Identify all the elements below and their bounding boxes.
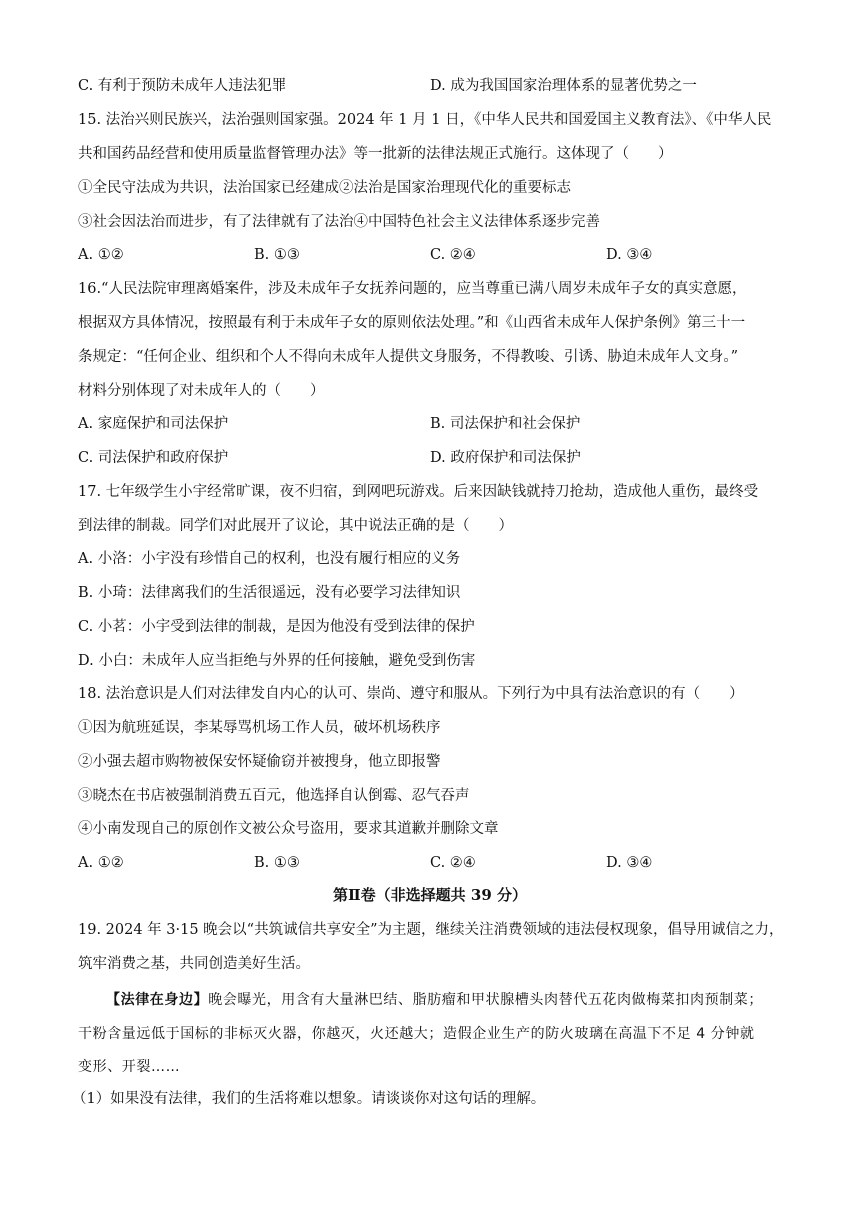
q18-option-a: A. ①②: [78, 855, 124, 871]
q18-option-d: D. ③④: [606, 855, 653, 871]
q15-stem-line: 15. 法治兴则民族兴，法治强则国家强。2024 年 1 月 1 日，《中华人民共和国爱国主义教育法》、《中华人民: [78, 112, 772, 128]
q19-material-line: 【法律在身边】晚会曝光，用含有大量淋巴结、脂肪瘤和甲状腺槽头肉替代五花肉做梅菜扣肉预制菜；: [106, 992, 764, 1008]
q17-option-d: D. 小白：未成年人应当拒绝与外界的任何接触，避免受到伤害: [78, 653, 476, 669]
q14-option-d: D. 成为我国国家治理体系的显著优势之一: [430, 78, 697, 94]
q18-item: ④小南发现自己的原创作文被公众号盗用，要求其道歉并删除文章: [78, 821, 499, 837]
q16-option-d: D. 政府保护和司法保护: [430, 450, 581, 466]
q18-item: ③晓杰在书店被强制消费五百元，他选择自认倒霉、忍气吞声: [78, 788, 470, 804]
q17-stem-line: 到法律的制裁。同学们对此展开了议论，其中说法正确的是（ ）: [78, 518, 513, 534]
q18-option-b: B. ①③: [254, 855, 300, 871]
q19-material-line: 变形、开裂……: [78, 1059, 181, 1075]
q15-option-b: B. ①③: [254, 247, 300, 263]
q17-option-b: B. 小琦：法律离我们的生活很遥远，没有必要学习法律知识: [78, 585, 461, 601]
material-tag: 【法律在身边】: [106, 992, 209, 1008]
q19-stem-line: 筑牢消费之基，共同创造美好生活。: [78, 956, 310, 972]
q18-item: ①因为航班延误，李某辱骂机场工作人员，破坏机场秩序: [78, 720, 441, 736]
q16-option-b: B. 司法保护和社会保护: [430, 416, 581, 432]
q19-material-line: 干粉含量远低于国标的非标灭火器，你越灭，火还越大；造假企业生产的防火玻璃在高温下不足 4 分钟就: [78, 1026, 755, 1042]
q15-option-c: C. ②④: [430, 247, 476, 263]
q19-stem-line: 19. 2024 年 3·15 晚会以“共筑诚信共享安全”为主题，继续关注消费领域的违法侵权现象，倡导用诚信之力，: [78, 922, 784, 938]
q15-option-a: A. ①②: [78, 247, 124, 263]
q14-option-c: C. 有利于预防未成年人违法犯罪: [78, 78, 287, 94]
q16-stem-line: 根据双方具体情况，按照最有利于未成年子女的原则依法处理。”和《山西省未成年人保护条例》第三十一: [78, 315, 746, 331]
q15-stem-line: 共和国药品经营和使用质量监督管理办法》等一批新的法律法规正式施行。这体现了（ ）: [78, 146, 673, 162]
q16-option-a: A. 家庭保护和司法保护: [78, 416, 229, 432]
q19-subquestion-1: （1）如果没有法律，我们的生活将难以想象。请谈谈你对这句话的理解。: [72, 1091, 546, 1107]
q17-option-a: A. 小洛：小宇没有珍惜自己的权利，也没有履行相应的义务: [78, 551, 461, 567]
q15-item: ①全民守法成为共识，法治国家已经建成②法治是国家治理现代化的重要标志: [78, 180, 571, 196]
q16-stem-line: 16.“人民法院审理离婚案件，涉及未成年子女抚养问题的，应当尊重已满八周岁未成年子女的真实意愿，: [78, 281, 747, 297]
q18-option-c: C. ②④: [430, 855, 476, 871]
q16-stem-line: 材料分别体现了对未成年人的（ ）: [78, 383, 325, 399]
q16-option-c: C. 司法保护和政府保护: [78, 450, 229, 466]
section-title: 第Ⅱ卷（非选择题共 39 分）: [333, 886, 527, 904]
q18-stem: 18. 法治意识是人们对法律发自内心的认可、崇尚、遵守和服从。下列行为中具有法治意识的有（ ）: [78, 686, 744, 702]
q17-stem-line: 17. 七年级学生小宇经常旷课，夜不归宿，到网吧玩游戏。后来因缺钱就持刀抢劫，造成他人重伤，最终受: [78, 484, 759, 500]
q17-option-c: C. 小茗：小宇受到法律的制裁，是因为他没有受到法律的保护: [78, 619, 475, 635]
q18-item: ②小强去超市购物被保安怀疑偷窃并被搜身，他立即报警: [78, 754, 441, 770]
q15-item: ③社会因法治而进步，有了法律就有了法治④中国特色社会主义法律体系逐步完善: [78, 214, 600, 230]
q15-option-d: D. ③④: [606, 247, 653, 263]
q16-stem-line: 条规定：“任何企业、组织和个人不得向未成年人提供文身服务，不得教唆、引诱、胁迫未成年人文身。”: [78, 349, 739, 365]
